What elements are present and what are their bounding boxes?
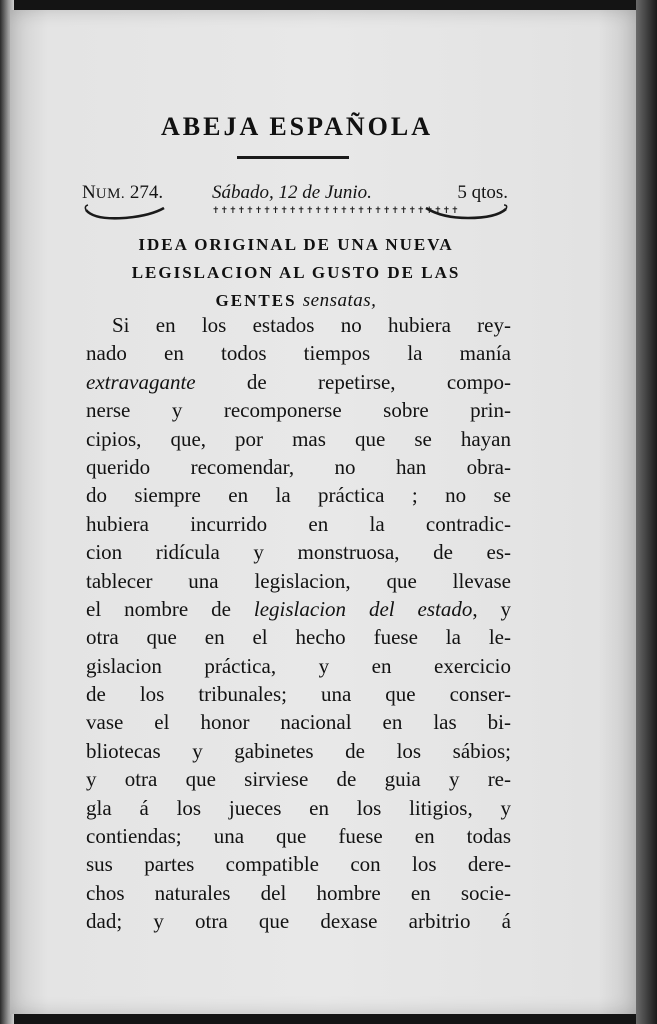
body-line xyxy=(86,368,511,396)
body-text-run: nerse y recomponerse sobre prin- xyxy=(86,398,511,423)
body-line xyxy=(86,453,511,481)
body-text-run: querido recomendar, no han obra- xyxy=(86,454,511,479)
issue-number-prefix: N xyxy=(82,182,96,203)
issue-date-rest: , 12 de Junio. xyxy=(269,182,372,203)
body-text-run: dad; y otra que dexase arbitrio á xyxy=(86,909,511,934)
body-line xyxy=(86,311,511,339)
body-line xyxy=(86,850,511,878)
issue-date xyxy=(212,182,372,204)
body-line xyxy=(86,907,511,935)
body-text-run: bliotecas y gabinetes de los sábios; xyxy=(86,738,511,763)
issue-number-smallcaps: UM. xyxy=(95,186,126,202)
body-line xyxy=(86,737,511,765)
masthead-title: ABEJA ESPAÑOLA xyxy=(161,112,433,141)
body-text-run: gla á los jueces en los litigios, y xyxy=(86,795,511,820)
body-line xyxy=(86,623,511,651)
body-line xyxy=(86,425,511,453)
dagger-rule-ornament: ✝✝✝✝✝✝✝✝✝✝✝✝✝✝✝✝✝✝✝✝✝✝✝✝✝✝✝✝✝ xyxy=(212,205,460,215)
issue-date-weekday: Sábado xyxy=(212,182,269,203)
book-right-edge xyxy=(636,0,657,1024)
issue-number xyxy=(82,182,163,204)
body-text-run: contiendas; una que fuese en todas xyxy=(86,824,511,849)
left-swash-ornament xyxy=(84,204,168,224)
body-text-run: hubiera incurrido en la contradic- xyxy=(86,511,511,536)
body-text-run: , y xyxy=(472,596,512,621)
body-text-run: de repetirse, compo- xyxy=(195,369,511,394)
body-line xyxy=(86,510,511,538)
body-text-run: el nombre de xyxy=(86,596,254,621)
body-line xyxy=(86,339,511,367)
body-text-run: gislacion práctica, y en exercicio xyxy=(86,653,511,678)
body-text-run: nado en todos tiempos la manía xyxy=(86,341,511,366)
body-italic-text: legislacion del estado xyxy=(253,596,473,621)
body-text-run: sus partes compatible con los dere- xyxy=(86,852,511,877)
body-text-run: y otra que sirviese de guia y re- xyxy=(86,767,511,792)
masthead-rule xyxy=(237,156,349,159)
body-italic-text: extravagante xyxy=(86,369,196,394)
body-text-run: vase el honor nacional en las bi- xyxy=(86,710,511,735)
body-line xyxy=(86,595,511,623)
right-swash-ornament xyxy=(422,204,508,224)
body-line xyxy=(86,708,511,736)
body-text-run: chos naturales del hombre en socie- xyxy=(86,880,511,905)
heading-line: LEGISLACION AL GUSTO DE LAS xyxy=(131,263,461,282)
body-line xyxy=(86,794,511,822)
body-line xyxy=(86,396,511,424)
body-line xyxy=(86,879,511,907)
heading-italic: sensatas, xyxy=(302,290,377,311)
body-line xyxy=(86,822,511,850)
issue-number-value: 274. xyxy=(125,182,164,203)
body-text-run: Si en los estados no hubiera rey- xyxy=(112,313,511,337)
article-body xyxy=(86,311,511,936)
body-line xyxy=(86,765,511,793)
heading-caps: GENTES xyxy=(215,291,303,310)
article-heading xyxy=(82,231,510,315)
body-text-run: tablecer una legislacion, que llevase xyxy=(86,568,511,593)
heading-line: IDEA ORIGINAL DE UNA NUEVA xyxy=(138,235,454,254)
body-text-run: de los tribunales; una que conser- xyxy=(86,682,511,707)
issue-price: 5 qtos. xyxy=(457,182,508,203)
body-text-run: cipios, que, por mas que se hayan xyxy=(86,426,511,451)
body-line xyxy=(86,652,511,680)
body-line xyxy=(86,481,511,509)
body-line xyxy=(86,538,511,566)
body-text-run: cion ridícula y monstruosa, de es- xyxy=(86,540,511,565)
body-line xyxy=(86,567,511,595)
body-text-run: otra que en el hecho fuese la le- xyxy=(86,625,511,650)
body-text-run: do siempre en la práctica ; no se xyxy=(86,483,511,508)
body-line xyxy=(86,680,511,708)
